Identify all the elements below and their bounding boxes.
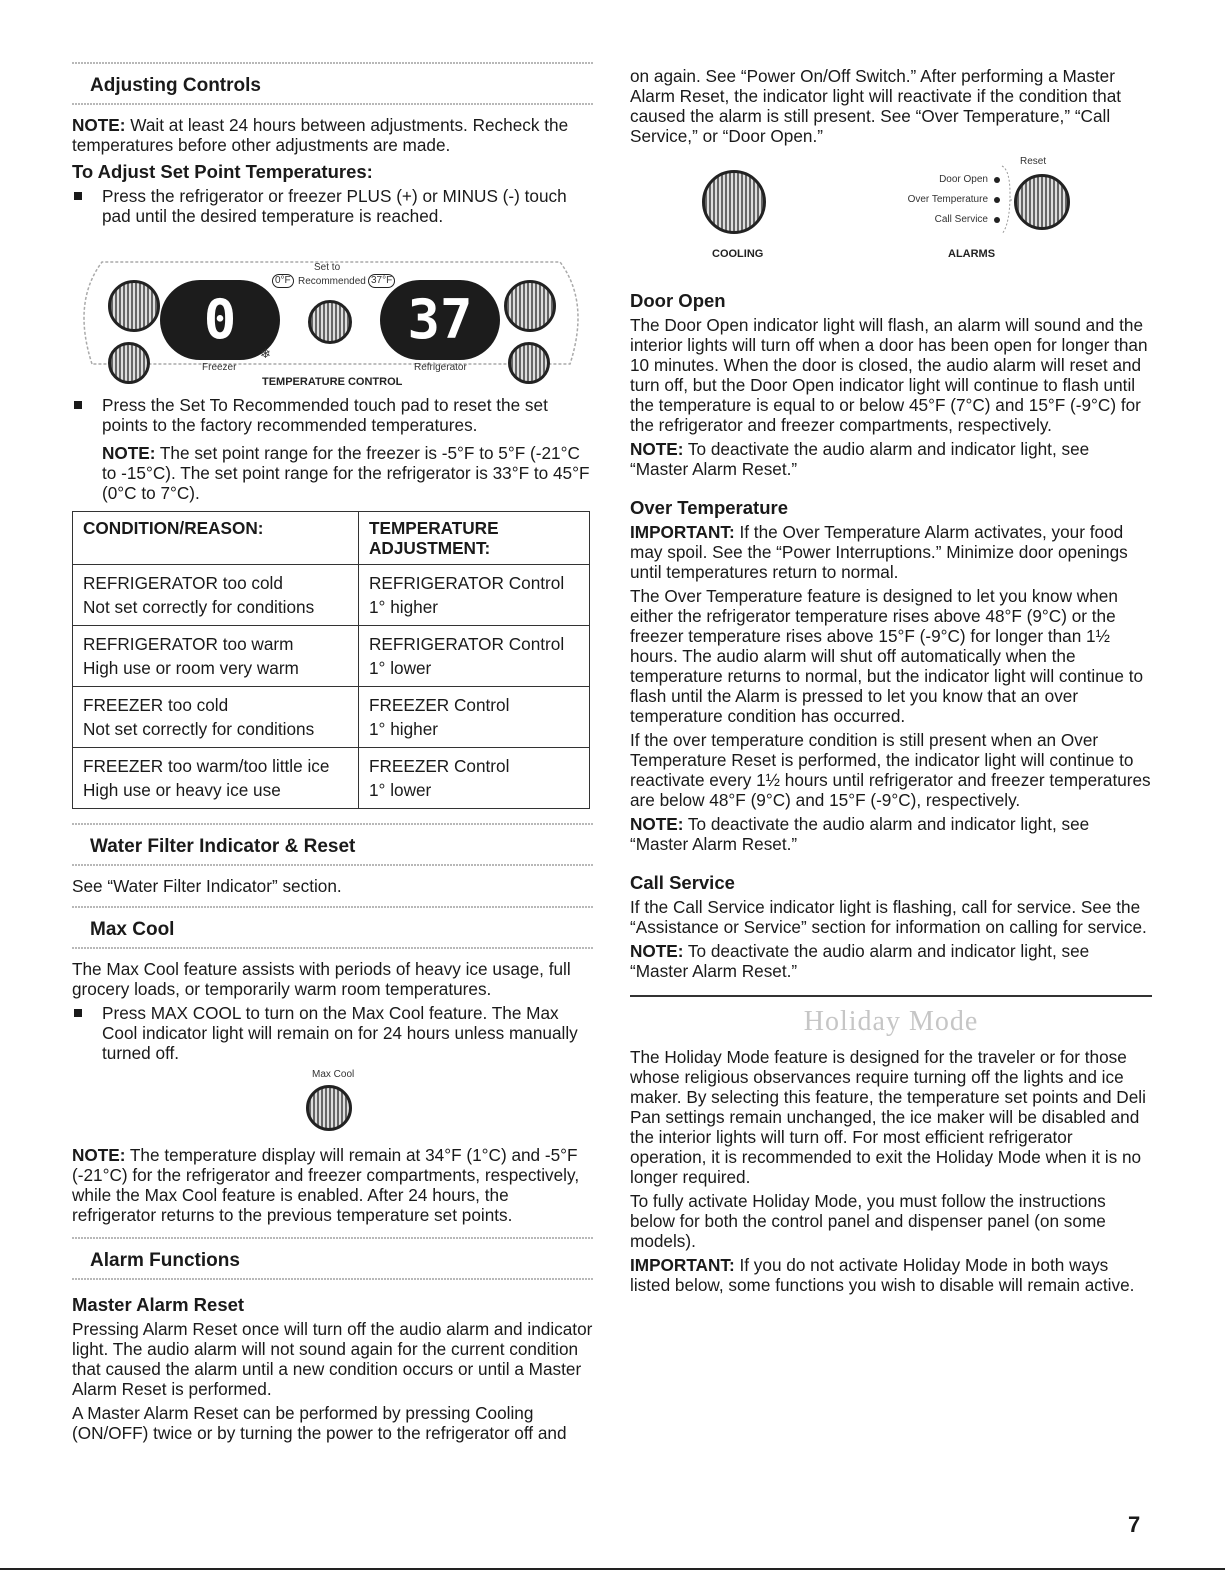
master-alarm-continued: on again. See “Power On/Off Switch.” After performing a Master Alarm Reset, the indicator light will reactivate if the condition that caused the alarm is still present. See “Over Temperature,” “Call Service,” or “Door Open.” [630,66,1122,146]
table-header: CONDITION/REASON: [73,512,359,565]
max-cool-note: NOTE: The temperature display will remain at 34°F (1°C) and -5°F (-21°C) for the refrigerator and freezer compartments, respectively, while the Max Cool feature is enabled. After 24 hours, the refrigerator returns to the previous temperature set points. [72,1145,580,1225]
freezer-plus-button[interactable] [108,280,160,332]
bottom-rule [0,1568,1225,1570]
table-cell: REFRIGERATOR too warm High use or room very warm [73,626,359,687]
section-heading-alarm-functions: Alarm Functions [72,1237,594,1280]
over-temperature-note: NOTE: To deactivate the audio alarm and indicator light, see “Master Alarm Reset.” [630,814,1090,854]
call-service-label: Call Service [934,214,988,225]
temperature-control-panel [72,242,590,387]
refrigerator-label: Refrigerator [414,362,467,373]
table-row [73,565,590,626]
note-paragraph: NOTE: Wait at least 24 hours between adjustments. Recheck the temperatures before other adjustments are made. [72,115,569,155]
alarms-label: ALARMS [948,248,996,260]
fridge-plus-button[interactable] [504,280,556,332]
table-row [73,748,590,809]
door-open-label: Door Open [939,174,988,185]
adjustment-table [72,511,590,809]
alarm-reset-button[interactable] [1014,174,1070,230]
table-cell: FREEZER too cold Not set correctly for conditions [73,687,359,748]
call-service-note: NOTE: To deactivate the audio alarm and indicator light, see “Master Alarm Reset.” [630,941,1090,981]
page-number: 7 [1128,1512,1141,1537]
table-cell: REFRIGERATOR Control 1° higher [359,565,590,626]
holiday-mode-paragraph: The Holiday Mode feature is designed for the traveler or for those whose religious observances require turning off the lights and ice maker. By selecting this feature, the temperature set points and Deli Pan settings remain unchanged, the ice maker will be disabled and the interior lights will turn off. For most efficient refrigerator operation, it is recommended to exit the Holiday Mode when it is no longer required. [630,1046,1146,1187]
max-cool-figure [72,1063,594,1135]
table-cell: REFRIGERATOR too cold Not set correctly for conditions [73,565,359,626]
over-temperature-paragraph: The Over Temperature feature is designed to let you know when either the refrigerator temperature rises above 48°F (9°C) or the freezer temperature rises above 15°F (-9°C) for longer than 1½ hours. The audio alarm will shut off automatically when the temperature returns to normal, but the indicator light will continue to flash until the Alarm is pressed to let you know that an over temperature condition has occurred. [630,586,1144,726]
call-service-text: If the Call Service indicator light is flashing, call for service. See the “Assistance or Service” section for information on calling for service. [630,897,1147,937]
door-open-text: The Door Open indicator light will flash, an alarm will sound and the interior lights will turn off when a door has been open for longer than 10 minutes. When the door is closed, the audio alarm will reset and turn off, but the Door Open indicator light will continue to flash until the temperature is equal to or below 45°F (7°C) and 15°F (-9°C) for the refrigerator and freezer compartments, respectively. [630,315,1148,435]
recommended-label: Recommended [298,276,366,287]
max-cool-button[interactable] [306,1085,352,1131]
fridge-display [380,280,500,360]
table-row [73,626,590,687]
temperature-control-caption: TEMPERATURE CONTROL [262,376,403,388]
water-filter-text: See “Water Filter Indicator” section. [72,876,342,896]
subheading-call-service: Call Service [630,872,735,893]
over-temperature-label: Over Temperature [907,194,988,205]
section-divider [630,995,1152,997]
subheading-set-point: To Adjust Set Point Temperatures: [72,161,373,182]
holiday-mode-important: IMPORTANT: If you do not activate Holiday Mode in both ways listed below, some functions you wish to disable will remain active. [630,1254,1135,1295]
set-point-range-note: NOTE: The set point range for the freezer is -5°F to 5°F (-21°C to -15°C). The set point range for the refrigerator is 33°F to 45°F (0°C to 7°C). [102,443,590,503]
table-header-row [73,512,590,565]
master-alarm-paragraph: Pressing Alarm Reset once will turn off the audio alarm and indicator light. The audio alarm will not sound again for the current condition that caused the alarm until a new condition occurs or until a Master Alarm Reset is performed. [72,1319,593,1399]
freezer-label: Freezer [202,362,237,373]
bullet-item: Press the Set To Recommended touch pad to reset the set points to the factory recommended temperatures. [72,395,594,435]
fridge-minus-button[interactable] [508,342,550,384]
section-heading-max-cool: Max Cool [72,906,594,949]
over-temperature-important: IMPORTANT: If the Over Temperature Alarm activates, your food may spoil. See the “Power Interruptions.” Minimize door openings until temperatures return to normal. [630,522,1128,582]
reset-label: Reset [1020,156,1047,167]
left-column [72,62,594,1443]
bullet-item: Press the refrigerator or freezer PLUS (+) or MINUS (-) touch pad until the desired temperature is reached. [72,186,594,226]
cooling-label: COOLING [712,248,764,260]
section-heading-adjusting-controls: Adjusting Controls [72,62,594,105]
table-cell: FREEZER Control 1° lower [359,748,590,809]
section-heading-water-filter: Water Filter Indicator & Reset [72,823,594,866]
freezer-digit: 0 [203,288,237,351]
freezer-recommended-badge: 0°F [272,274,294,288]
freezer-minus-button[interactable] [108,342,150,384]
over-temperature-paragraph: If the over temperature condition is still present when an Over Temperature Reset is performed, the indicator light will continue to reactivate every 1½ hours until refrigerator and freezer temperatures are below 48°F (9°C) and 15°F (-9°C), respectively. [630,730,1151,810]
holiday-mode-paragraph: To fully activate Holiday Mode, you must follow the instructions below for both the control panel and dispenser panel (on some models). [630,1190,1106,1251]
master-alarm-paragraph: A Master Alarm Reset can be performed by pressing Cooling (ON/OFF) twice or by turning the power to the refrigerator off and [72,1403,567,1443]
door-open-note: NOTE: To deactivate the audio alarm and indicator light, see “Master Alarm Reset.” [630,439,1090,479]
bullet-item: Press MAX COOL to turn on the Max Cool feature. The Max Cool indicator light will remain on for 24 hours unless manually turned off. [72,1003,594,1063]
set-to-label: Set to [314,262,341,273]
subheading-door-open: Door Open [630,290,726,311]
set-to-recommended-button[interactable] [308,300,352,344]
table-header: TEMPERATURE ADJUSTMENT: [359,512,590,565]
fridge-recommended-badge: 37°F [368,274,395,288]
table-cell: FREEZER Control 1° higher [359,687,590,748]
table-cell: REFRIGERATOR Control 1° lower [359,626,590,687]
holiday-mode-title: Holiday Mode [803,1005,979,1037]
max-cool-text: The Max Cool feature assists with periods of heavy ice usage, full grocery loads, or temporarily warm room temperatures. [72,959,571,999]
subheading-over-temperature: Over Temperature [630,497,788,518]
fridge-digit: 37 [407,288,473,351]
snowflake-icon: ❄ [260,346,271,361]
table-cell: FREEZER too warm/too little ice High use or heavy ice use [73,748,359,809]
subheading-master-alarm-reset: Master Alarm Reset [72,1294,245,1315]
alarm-panel [630,156,1152,274]
right-column [630,66,1152,1295]
max-cool-label: Max Cool [312,1069,355,1080]
table-row [73,687,590,748]
cooling-button[interactable] [702,170,766,234]
